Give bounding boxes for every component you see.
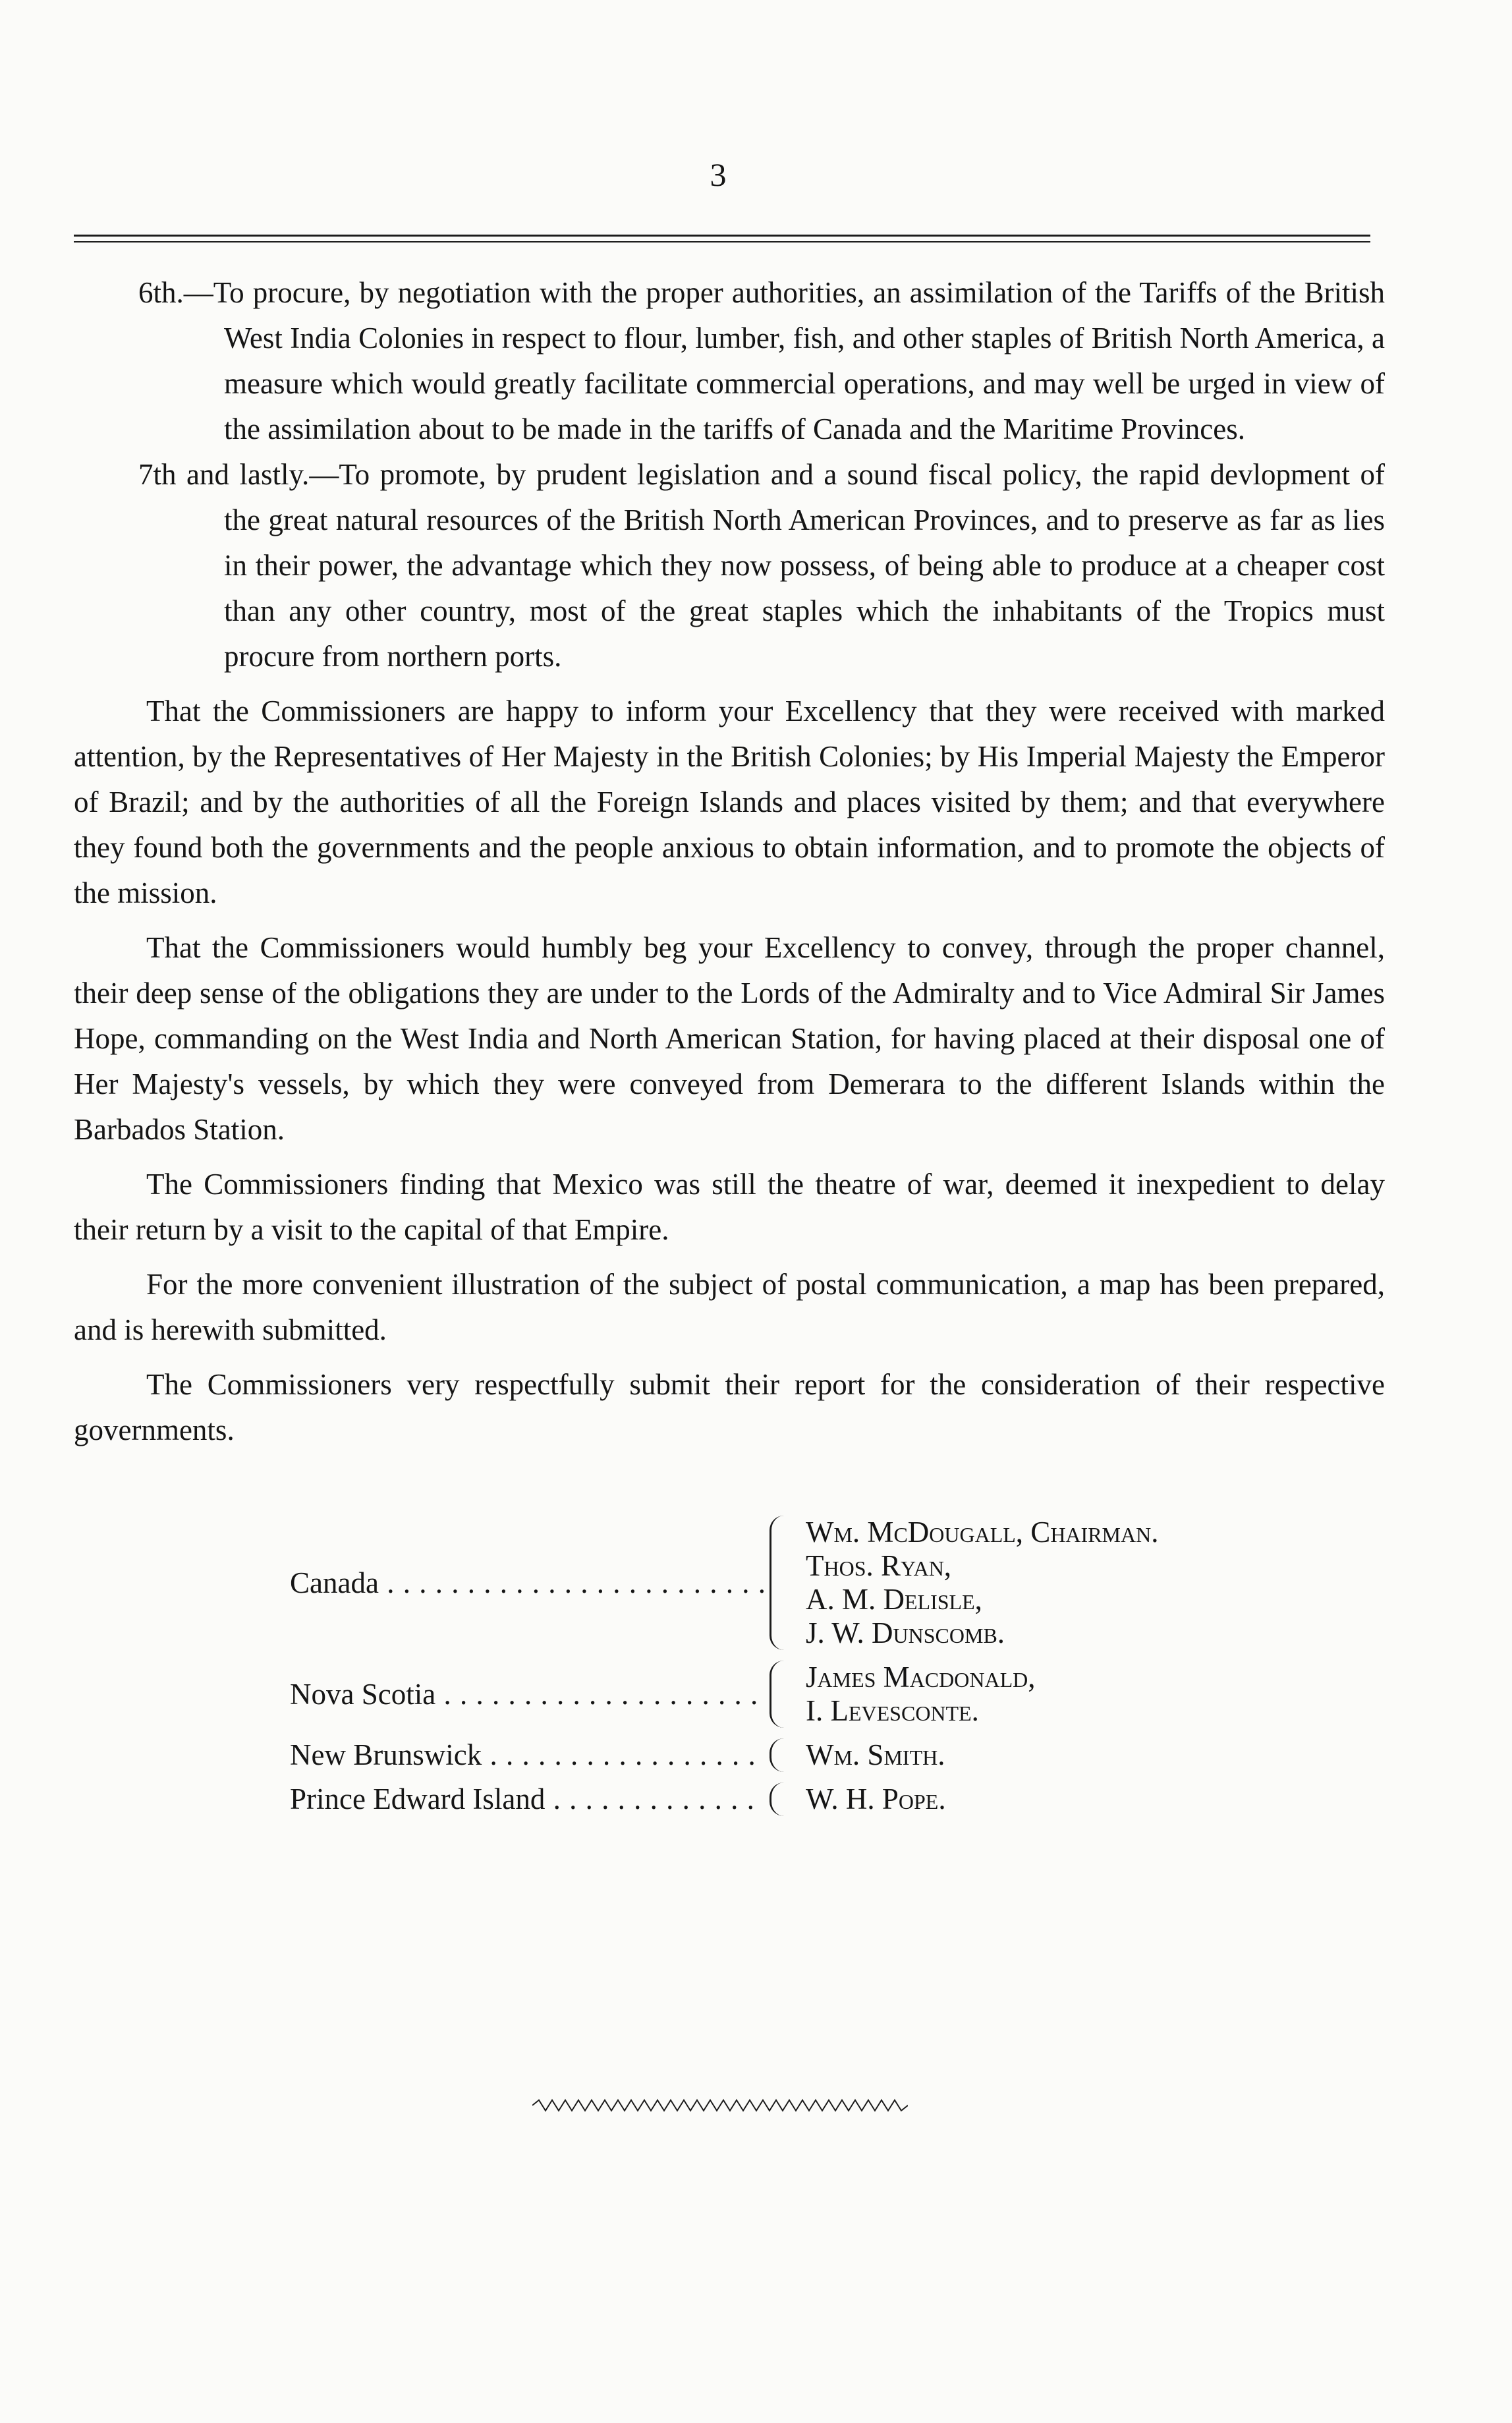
paragraph: The Commissioners finding that Mexico was still the theatre of war, deemed it inexpedient to delay their return by a visit to the capital of that Empire.: [74, 1168, 1385, 1246]
report-body: [74, 270, 1385, 1453]
province-label: Nova Scotia . . .: [290, 1678, 764, 1711]
signatory-names: [806, 1661, 1035, 1728]
brace: [770, 1661, 786, 1728]
signatory-name: Wm. Smith.: [806, 1738, 945, 1771]
brace: [770, 1738, 786, 1772]
brace: [770, 1782, 786, 1816]
signatory-name: I. Levesconte.: [806, 1694, 979, 1727]
item-label: 6th.: [138, 276, 184, 309]
paragraph: The Commissioners very respectfully submit their report for the consideration of their respective governments.: [74, 1368, 1385, 1446]
signatory-names: [806, 1782, 946, 1816]
signatory-name: J. W. Dunscomb.: [806, 1616, 1005, 1649]
paragraph: That the Commissioners are happy to inform your Excellency that they were received with marked attention, by the Representatives of Her Majesty in the British Colonies; by His Imperial Majesty the Emperor of Brazil; and by the authorities of all the Foreign Islands and places visited by them; and that everywhere they found both the governments and the people anxious to obtain information, and to promote the objects of the mission.: [74, 695, 1385, 909]
signatory-names: [806, 1516, 1158, 1650]
signatory-name: W. H. Pope.: [806, 1782, 946, 1815]
signature-row: [290, 1516, 1158, 1650]
item-text: —To promote, by prudent legislation and a sound fiscal policy, the rapid devlopment of the great natural resources of the British North American Provinces, and to preserve as far as lies in their power, the advantage which they now possess, of being able to produce at a cheaper cost than any other country, most of the great staples which the inhabitants of the Tropics must procure from northern ports.: [224, 458, 1385, 673]
list-item: [74, 270, 1385, 452]
signatory-names: [806, 1738, 945, 1772]
paragraph: For the more convenient illustration of the subject of postal communication, a map has been prepared, and is herewith submitted.: [74, 1268, 1385, 1346]
province-label: New Brunswick . . .: [290, 1738, 764, 1772]
page-number: 3: [710, 156, 727, 193]
province-label: Canada . . .: [290, 1566, 764, 1600]
signatory-name: A. M. Delisle,: [806, 1583, 982, 1616]
signatory-name: James Macdonald,: [806, 1661, 1036, 1694]
item-label: 7th and lastly.: [138, 458, 310, 491]
brace: [770, 1516, 786, 1650]
list-item: [74, 452, 1385, 679]
header-rule: [74, 235, 1370, 237]
signatory-name: Wm. McDougall, Chairman.: [806, 1516, 1159, 1549]
wavy-divider-ornament: [532, 2097, 908, 2113]
paragraph: That the Commissioners would humbly beg your Excellency to convey, through the proper channel, their deep sense of the obligations they are under to the Lords of the Admiralty and to Vice Admiral Sir James Hope, commanding on the West India and North American Station, for having placed at their disposal one of Her Majesty's vessels, by which they were conveyed from Demerara to the different Islands within the Barbados Station.: [74, 931, 1385, 1146]
signature-row: [290, 1782, 1158, 1816]
signatory-name: Thos. Ryan,: [806, 1549, 952, 1582]
signatures-block: [290, 1516, 1158, 1827]
item-text: —To procure, by negotiation with the proper authorities, an assimilation of the Tariffs of the British West India Colonies in respect to flour, lumber, fish, and other staples of British North America, a measure which would greatly facilitate commercial operations, and may well be urged in view of the assimilation about to be made in the tariffs of Canada and the Maritime Provinces.: [183, 276, 1385, 445]
header-rule-thin: [74, 241, 1370, 242]
signature-row: [290, 1661, 1158, 1728]
province-label: Prince Edward Island . . .: [290, 1782, 764, 1816]
signature-row: [290, 1738, 1158, 1772]
